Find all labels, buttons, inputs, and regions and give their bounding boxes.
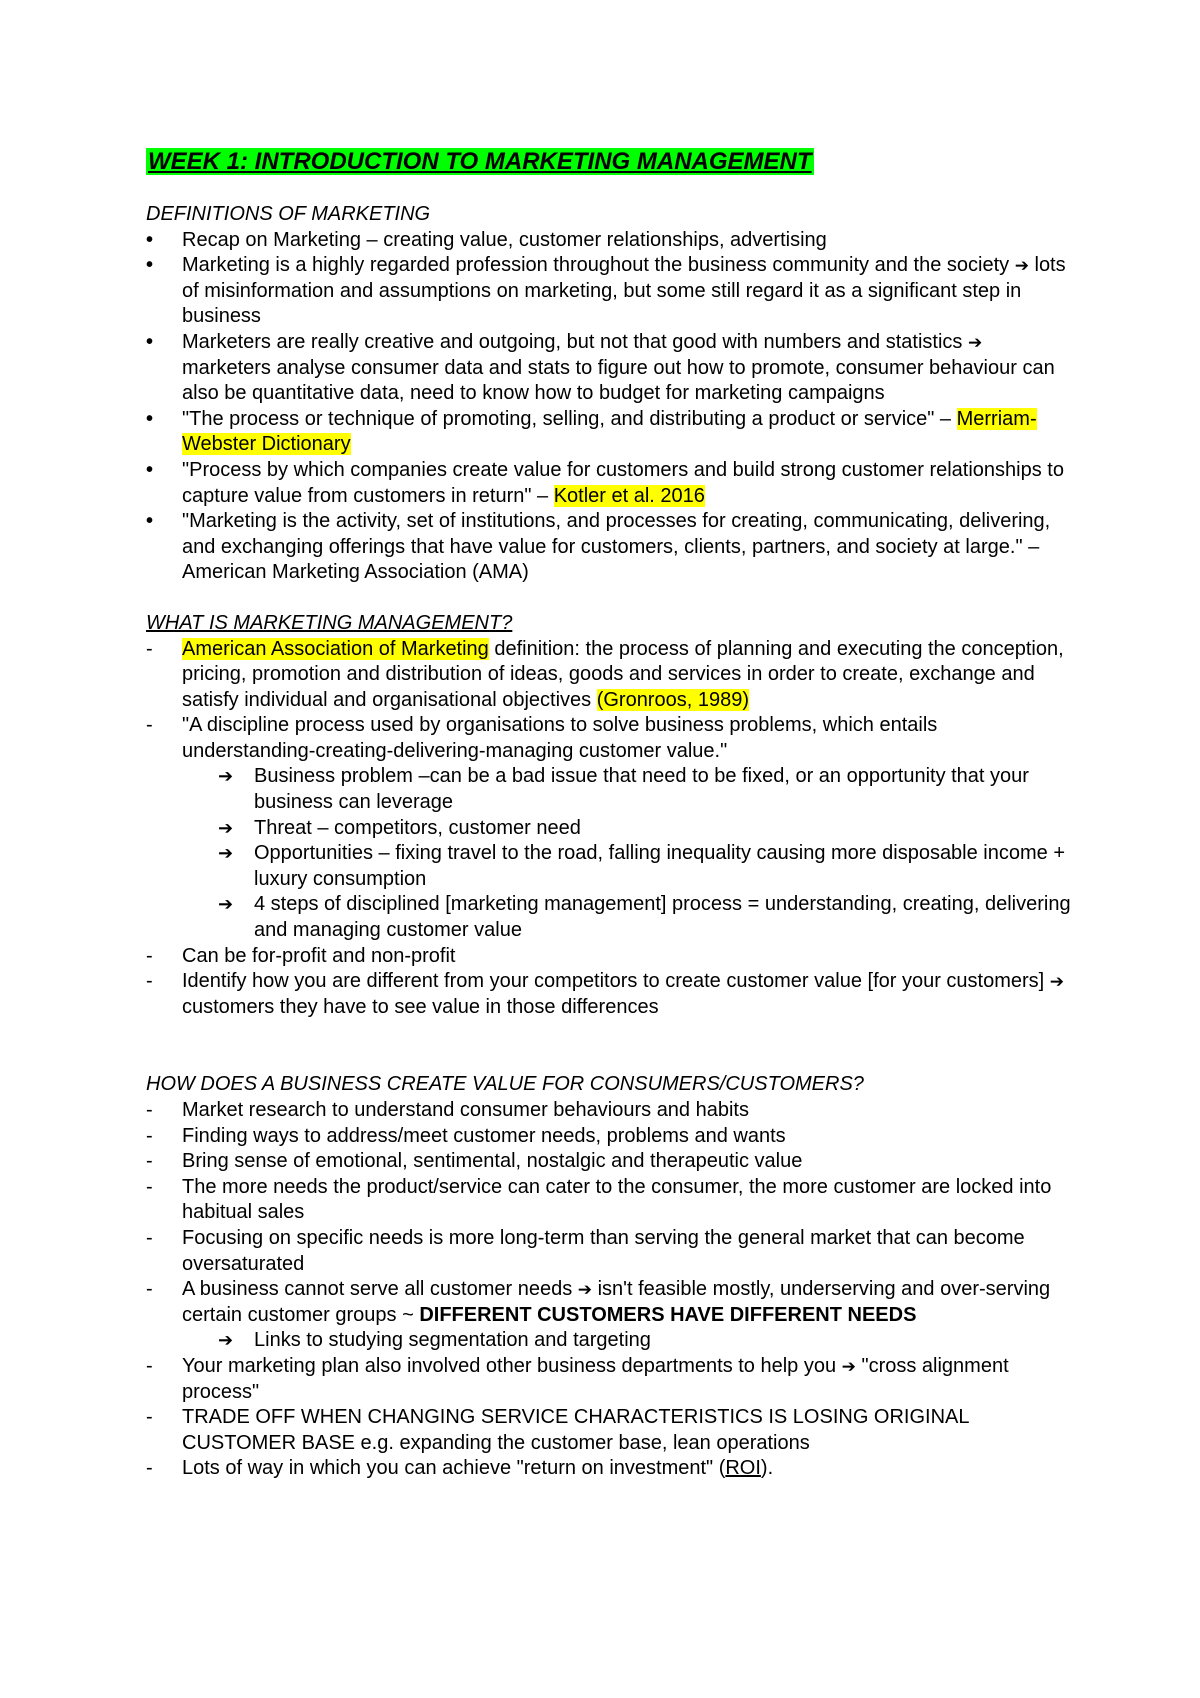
sub-list [218, 764, 1076, 943]
sub-list-item: ➔ Business problem –can be a bad issue that need to be fixed, or an opportunity that your business can leverage [218, 764, 1076, 815]
sub-list-item: ➔ Links to studying segmentation and targeting [218, 1328, 1076, 1354]
marketing-management-list [146, 637, 1076, 1021]
list-item: - American Association of Marketing definition: the process of planning and executing the conception, pricing, promotion and distribution of ideas, goods and services in order to create, exchange and satisfy individual and organisational objectives (Gronroos, 1989) [146, 637, 1076, 714]
list-item: - Can be for-profit and non-profit [146, 944, 1076, 970]
list-item: • Marketers are really creative and outgoing, but not that good with numbers and statistics ➔ marketers analyse consumer data and stats to figure out how to promote, consumer behaviour can also be quantitative data, need to know how to budget for marketing campaigns [146, 330, 1076, 407]
sub-list-item: ➔ Opportunities – fixing travel to the road, falling inequality causing more disposable income + luxury consumption [218, 841, 1076, 892]
arrow-icon: ➔ [967, 332, 983, 352]
list-item: - Your marketing plan also involved other business departments to help you ➔ "cross alignment process" [146, 1354, 1076, 1405]
arrow-bullet-icon [218, 841, 254, 867]
section-heading-definitions: DEFINITIONS OF MARKETING [146, 203, 431, 225]
list-item: - The more needs the product/service can cater to the consumer, the more customer are locked into habitual sales [146, 1175, 1076, 1226]
arrow-icon: ➔ [841, 1356, 856, 1376]
citation-highlight: Merriam-Webster Dictionary [182, 407, 1037, 456]
arrow-icon: ➔ [1014, 256, 1029, 276]
definitions-list [146, 228, 1076, 586]
arrow-bullet-icon [218, 764, 254, 790]
arrow-bullet-icon [218, 816, 254, 842]
arrow-icon: ➔ [1049, 972, 1065, 992]
list-item: - Market research to understand consumer behaviours and habits [146, 1098, 1076, 1124]
sub-list-item: ➔ Threat – competitors, customer need [218, 816, 1076, 842]
arrow-bullet-icon [218, 892, 254, 918]
list-item: • "Process by which companies create value for customers and build strong customer relationships to capture value from customers in return" – Kotler et al. 2016 [146, 458, 1076, 509]
abbreviation: ROI [725, 1457, 761, 1480]
arrow-bullet-icon [218, 1328, 254, 1354]
arrow-icon: ➔ [577, 1280, 593, 1300]
sub-list-item: ➔ 4 steps of disciplined [marketing management] process = understanding, creating, delivering and managing customer value [218, 892, 1076, 943]
list-item: • Marketing is a highly regarded profession throughout the business community and the society ➔ lots of misinformation and assumptions on marketing, but some still regard it as a significant step in business [146, 253, 1076, 330]
document-body [146, 147, 1076, 1482]
list-item: - "A discipline process used by organisations to solve business problems, which entails understanding-creating-delivering-managing customer value." ➔ Business problem –can be a bad issue that need to be fixed, or an opportunity that your business can leverage ➔ Threat – competitors, customer need ➔ Opportunities – fixing travel to the road, falling inequality causing more disposable income + luxury consumption ➔ 4 steps of disciplined [marketing management] process = understanding, creating, delivering and managing customer value [146, 713, 1076, 943]
citation-highlight: American Association of Marketing [182, 637, 489, 660]
citation-highlight: (Gronroos, 1989) [596, 688, 749, 711]
list-item: - Focusing on specific needs is more long-term than serving the general market that can become oversaturated [146, 1226, 1076, 1277]
list-item: - Bring sense of emotional, sentimental, nostalgic and therapeutic value [146, 1149, 1076, 1175]
section-heading-marketing-management: WHAT IS MARKETING MANAGEMENT? [146, 611, 513, 634]
list-item: • "The process or technique of promoting, selling, and distributing a product or service" – Merriam-Webster Dictionary [146, 407, 1076, 458]
sub-list [218, 1328, 1076, 1354]
citation-highlight: Kotler et al. 2016 [553, 484, 705, 507]
list-item: - Finding ways to address/meet customer needs, problems and wants [146, 1124, 1076, 1150]
page-title: WEEK 1: INTRODUCTION TO MARKETING MANAGEMENT [148, 148, 812, 175]
list-item: - TRADE OFF WHEN CHANGING SERVICE CHARACTERISTICS IS LOSING ORIGINAL CUSTOMER BASE e.g. expanding the customer base, lean operations [146, 1405, 1076, 1456]
create-value-list [146, 1098, 1076, 1482]
list-item: - Lots of way in which you can achieve "return on investment" (ROI). [146, 1456, 1076, 1482]
emphasis-text: DIFFERENT CUSTOMERS HAVE DIFFERENT NEEDS [419, 1303, 917, 1326]
list-item: - A business cannot serve all customer needs ➔ isn't feasible mostly, underserving and over-serving certain customer groups ~ DIFFERENT CUSTOMERS HAVE DIFFERENT NEEDS ➔ Links to studying segmentation and targeting [146, 1277, 1076, 1354]
section-heading-create-value: HOW DOES A BUSINESS CREATE VALUE FOR CONSUMERS/CUSTOMERS? [146, 1073, 864, 1096]
list-item: - Identify how you are different from your competitors to create customer value [for your customers] ➔ customers they have to see value in those differences [146, 969, 1076, 1020]
list-item: • Recap on Marketing – creating value, customer relationships, advertising [146, 228, 1076, 254]
list-item: • "Marketing is the activity, set of institutions, and processes for creating, communicating, delivering, and exchanging offerings that have value for customers, clients, partners, and society at large." – American Marketing Association (AMA) [146, 509, 1076, 586]
